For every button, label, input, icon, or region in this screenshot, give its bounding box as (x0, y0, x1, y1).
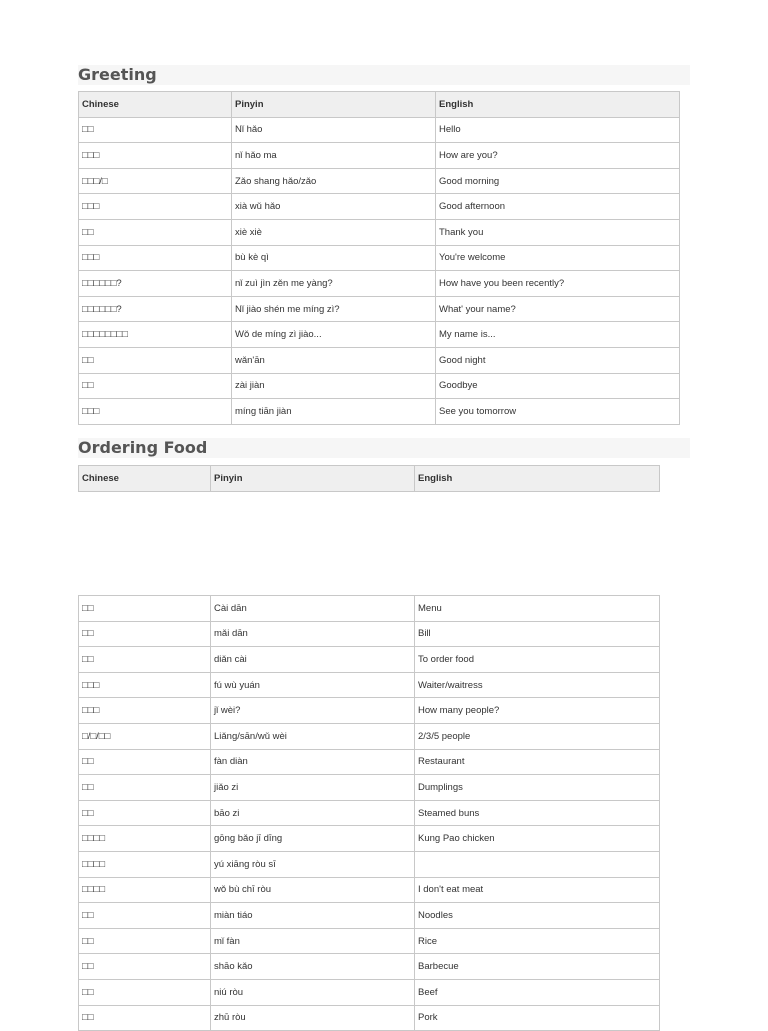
cell-english: Kung Pao chicken (415, 826, 660, 852)
cell-pinyin: xiè xiè (232, 219, 436, 245)
cell-pinyin: Wǒ de míng zì jiào... (232, 322, 436, 348)
cell-chinese: □□ (79, 621, 211, 647)
cell-pinyin: jǐ wèi? (211, 698, 415, 724)
cell-chinese: □□ (79, 647, 211, 673)
table-row (79, 296, 680, 322)
cell-pinyin: fú wù yuán (211, 672, 415, 698)
greeting-header-row (79, 92, 680, 118)
cell-pinyin: yú xiāng ròu sī (211, 851, 415, 877)
cell-pinyin: Liǎng/sān/wǔ wèi (211, 723, 415, 749)
cell-english: Good night (436, 347, 680, 373)
cell-english: What' your name? (436, 296, 680, 322)
cell-chinese: □□□/□ (79, 168, 232, 194)
greeting-section-header (78, 65, 690, 85)
cell-english: To order food (415, 647, 660, 673)
greeting-table (78, 91, 680, 425)
cell-english: Good afternoon (436, 194, 680, 220)
table-row (79, 979, 660, 1005)
cell-english: Steamed buns (415, 800, 660, 826)
table-row (79, 194, 680, 220)
cell-pinyin: shāo kǎo (211, 954, 415, 980)
table-row (79, 373, 680, 399)
greeting-title: Greeting (78, 65, 157, 84)
table-row (79, 621, 660, 647)
table-row (79, 647, 660, 673)
cell-chinese: □□ (79, 775, 211, 801)
cell-english: Restaurant (415, 749, 660, 775)
cell-english: Thank you (436, 219, 680, 245)
cell-pinyin: mǐ fàn (211, 928, 415, 954)
cell-pinyin: nǐ zuì jìn zěn me yàng? (232, 271, 436, 297)
table-row (79, 954, 660, 980)
cell-english: Rice (415, 928, 660, 954)
table-row (79, 749, 660, 775)
cell-english: You're welcome (436, 245, 680, 271)
cell-english: I don't eat meat (415, 877, 660, 903)
cell-pinyin: Cài dān (211, 596, 415, 622)
cell-pinyin: Nǐ hǎo (232, 117, 436, 143)
cell-pinyin: mǎi dān (211, 621, 415, 647)
cell-chinese: □□□□□□? (79, 296, 232, 322)
table-row (79, 877, 660, 903)
cell-pinyin: wǎn'ān (232, 347, 436, 373)
cell-chinese: □□ (79, 979, 211, 1005)
cell-chinese: □□□ (79, 194, 232, 220)
cell-chinese: □□□ (79, 672, 211, 698)
table-row (79, 399, 680, 425)
table-row (79, 168, 680, 194)
cell-chinese: □□ (79, 903, 211, 929)
table-row (79, 826, 660, 852)
cell-chinese: □□ (79, 373, 232, 399)
cell-chinese: □□□ (79, 698, 211, 724)
cell-pinyin: bù kè qì (232, 245, 436, 271)
cell-chinese: □□ (79, 347, 232, 373)
cell-chinese: □□ (79, 800, 211, 826)
cell-english (415, 851, 660, 877)
table-row (79, 800, 660, 826)
cell-english: Hello (436, 117, 680, 143)
cell-chinese: □□□□ (79, 877, 211, 903)
cell-english: 2/3/5 people (415, 723, 660, 749)
table-row (79, 903, 660, 929)
ordering-table (78, 595, 660, 1031)
cell-pinyin: jiǎo zi (211, 775, 415, 801)
cell-english: My name is... (436, 322, 680, 348)
column-header-chinese: Chinese (79, 466, 211, 492)
cell-pinyin: bāo zi (211, 800, 415, 826)
cell-chinese: □□ (79, 928, 211, 954)
cell-chinese: □□ (79, 596, 211, 622)
cell-english: Barbecue (415, 954, 660, 980)
cell-english: Pork (415, 1005, 660, 1031)
cell-pinyin: Nǐ jiào shén me míng zì? (232, 296, 436, 322)
cell-english: Good morning (436, 168, 680, 194)
cell-pinyin: gōng bǎo jī dīng (211, 826, 415, 852)
cell-pinyin: Zǎo shang hǎo/zǎo (232, 168, 436, 194)
cell-chinese: □□ (79, 954, 211, 980)
ordering-table-header (78, 465, 660, 492)
cell-english: Noodles (415, 903, 660, 929)
cell-pinyin: wǒ bù chī ròu (211, 877, 415, 903)
table-row (79, 596, 660, 622)
ordering-section-header (78, 438, 690, 458)
table-row (79, 928, 660, 954)
cell-pinyin: zhū ròu (211, 1005, 415, 1031)
table-row (79, 775, 660, 801)
column-header-english: English (415, 466, 660, 492)
cell-pinyin: miàn tiáo (211, 903, 415, 929)
table-row (79, 245, 680, 271)
table-row (79, 117, 680, 143)
table-row (79, 219, 680, 245)
cell-pinyin: zài jiàn (232, 373, 436, 399)
cell-pinyin: xià wǔ hǎo (232, 194, 436, 220)
cell-chinese: □□ (79, 219, 232, 245)
table-row (79, 1005, 660, 1031)
table-row (79, 723, 660, 749)
cell-pinyin: niú ròu (211, 979, 415, 1005)
table-row (79, 143, 680, 169)
cell-chinese: □□ (79, 1005, 211, 1031)
cell-chinese: □□ (79, 749, 211, 775)
cell-english: Bill (415, 621, 660, 647)
cell-english: How are you? (436, 143, 680, 169)
cell-chinese: □□□ (79, 399, 232, 425)
cell-chinese: □/□/□□ (79, 723, 211, 749)
cell-english: Dumplings (415, 775, 660, 801)
cell-pinyin: míng tiān jiàn (232, 399, 436, 425)
cell-english: Goodbye (436, 373, 680, 399)
table-row (79, 271, 680, 297)
cell-pinyin: nǐ hǎo ma (232, 143, 436, 169)
cell-english: See you tomorrow (436, 399, 680, 425)
cell-pinyin: fàn diàn (211, 749, 415, 775)
table-row (79, 322, 680, 348)
cell-pinyin: diǎn cài (211, 647, 415, 673)
table-row (79, 672, 660, 698)
cell-chinese: □□□□□□? (79, 271, 232, 297)
column-header-pinyin: Pinyin (211, 466, 415, 492)
cell-chinese: □□ (79, 117, 232, 143)
cell-chinese: □□□□ (79, 826, 211, 852)
column-header-chinese: Chinese (79, 92, 232, 118)
ordering-header-row (79, 466, 660, 492)
ordering-title: Ordering Food (78, 438, 208, 457)
cell-english: Menu (415, 596, 660, 622)
table-row (79, 851, 660, 877)
cell-english: Waiter/waitress (415, 672, 660, 698)
cell-english: How have you been recently? (436, 271, 680, 297)
cell-chinese: □□□□ (79, 851, 211, 877)
table-row (79, 347, 680, 373)
cell-english: Beef (415, 979, 660, 1005)
table-row (79, 698, 660, 724)
cell-chinese: □□□ (79, 245, 232, 271)
cell-english: How many people? (415, 698, 660, 724)
cell-chinese: □□□□□□□□ (79, 322, 232, 348)
column-header-pinyin: Pinyin (232, 92, 436, 118)
cell-chinese: □□□ (79, 143, 232, 169)
column-header-english: English (436, 92, 680, 118)
